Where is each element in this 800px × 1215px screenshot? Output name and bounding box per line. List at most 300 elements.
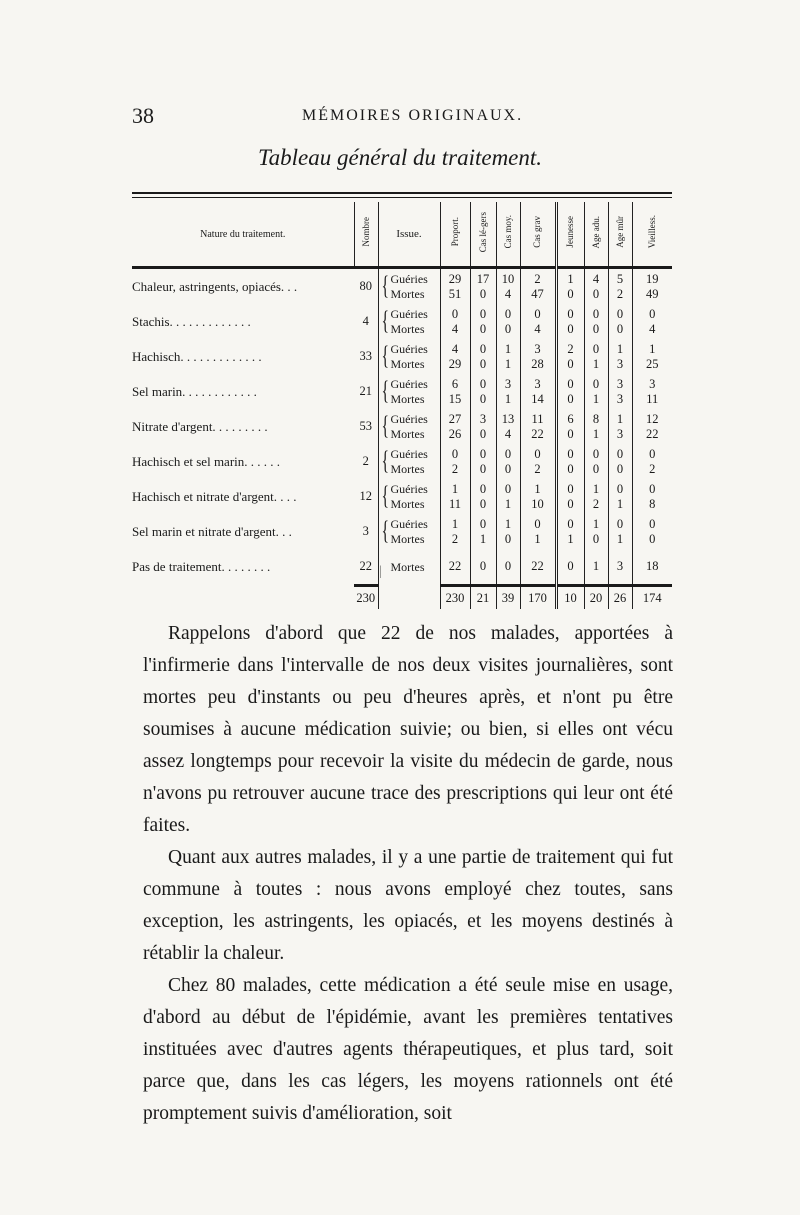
- header-cas-moy: Cas moy.: [502, 215, 513, 249]
- cell-value: 0: [479, 461, 487, 476]
- outcome-label: Guéries: [390, 341, 428, 356]
- cell-value: 1: [534, 481, 541, 496]
- cell-value: 4: [504, 426, 512, 441]
- cell-proport: [440, 374, 470, 409]
- cell-value: 0: [592, 321, 600, 336]
- cell-value: 1: [616, 341, 624, 356]
- cell-value: 0: [567, 391, 574, 406]
- cell-cas-grav: [520, 479, 556, 514]
- cell-cas-legers: [470, 514, 496, 549]
- cell-value: 0: [567, 481, 574, 496]
- treatment-name: Sel marin et nitrate d'argent. . .: [132, 523, 292, 539]
- cell-vieillesse: [632, 374, 672, 409]
- cell-vieillesse: [632, 549, 672, 586]
- cell-value: 17: [476, 271, 490, 286]
- cell-jeunesse: [556, 514, 584, 549]
- cell-vieillesse: [632, 514, 672, 549]
- outcome-label: Guéries: [390, 306, 428, 321]
- cell-value: 0: [567, 286, 574, 301]
- cell-value: 0: [534, 516, 541, 531]
- cell-value: 28: [531, 356, 544, 371]
- cell-cas-grav: [520, 304, 556, 339]
- cell-value: 0: [504, 461, 512, 476]
- cell-value: 1: [451, 481, 459, 496]
- outcome-cell: [378, 444, 440, 479]
- total-age-adu: 20: [584, 586, 608, 610]
- cell-vieillesse: [632, 304, 672, 339]
- cell-jeunesse: [556, 268, 584, 305]
- table-row: [132, 514, 672, 549]
- treatment-name: Hachisch et sel marin. . . . . .: [132, 453, 281, 469]
- cell-value: 0: [479, 496, 487, 511]
- cell-value: 0: [479, 306, 487, 321]
- cell-value: 0: [592, 376, 600, 391]
- patient-count: 33: [359, 349, 372, 363]
- header-age-mur: Age mûr: [614, 216, 625, 248]
- cell-value: 1: [479, 531, 487, 546]
- cell-value: 0: [504, 306, 512, 321]
- outcome-cell: [378, 479, 440, 514]
- cell-value: 0: [592, 341, 600, 356]
- page-header: [132, 103, 672, 133]
- cell-value: 0: [616, 481, 624, 496]
- cell-value: 15: [448, 391, 462, 406]
- cell-age-adu: [584, 514, 608, 549]
- cell-jeunesse: [556, 479, 584, 514]
- totals-row: [132, 586, 672, 610]
- outcome-label: Guéries: [390, 411, 428, 426]
- table-row: [132, 409, 672, 444]
- running-head: MÉMOIRES ORIGINAUX.: [302, 107, 524, 124]
- cell-vieillesse: [632, 409, 672, 444]
- cell-proport: [440, 339, 470, 374]
- outcome-label: Guéries: [390, 481, 428, 496]
- cell-value: 0: [567, 559, 574, 573]
- cell-value: 1: [616, 496, 624, 511]
- table-title: Tableau général du traitement.: [257, 145, 543, 170]
- brace-glyph: {: [380, 341, 389, 370]
- cell-value: 2: [567, 341, 574, 356]
- cell-value: 11: [531, 411, 544, 426]
- outcome-label: Guéries: [390, 516, 428, 531]
- cell-value: 22: [448, 559, 462, 573]
- header-cas-legers: Cas lé-gers: [477, 211, 488, 253]
- cell-age-mur: [608, 374, 632, 409]
- cell-value: 1: [592, 391, 600, 406]
- cell-value: 1: [504, 391, 512, 406]
- cell-age-mur: [608, 549, 632, 586]
- cell-value: 3: [616, 391, 624, 406]
- cell-value: 0: [479, 376, 487, 391]
- cell-cas-grav: [520, 514, 556, 549]
- header-jeunesse: Jeunesse: [565, 216, 575, 248]
- brace-glyph: {: [380, 481, 389, 510]
- cell-value: 0: [616, 516, 624, 531]
- cell-value: 0: [649, 516, 656, 531]
- outcome-label: Mortes: [390, 356, 425, 371]
- table-row: [132, 549, 672, 586]
- cell-value: 22: [531, 559, 544, 573]
- outcome-cell: [378, 549, 440, 586]
- total-age-mur: 26: [608, 586, 632, 610]
- cell-value: 19: [646, 271, 659, 286]
- cell-age-adu: [584, 444, 608, 479]
- paragraph: Chez 80 malades, cette médication a été seule mise en usage, d'abord au début de l'épidémie, avant les premières tentatives instituées avec d'autres agents thérapeutiques, et plus tard, soit parce que, dans les cas légers, les moyens rationnels ont été promptement suivis d'amélioration, soit: [143, 975, 673, 1124]
- treatment-name: Nitrate d'argent. . . . . . . . .: [132, 418, 268, 434]
- cell-age-adu: [584, 479, 608, 514]
- cell-value: 29: [448, 356, 462, 371]
- outcome-label: Mortes: [390, 391, 425, 406]
- brace-glyph: {: [380, 516, 389, 545]
- patient-count: 4: [362, 314, 369, 328]
- cell-value: 0: [649, 306, 656, 321]
- cell-value: 8: [649, 496, 656, 511]
- cell-value: 0: [479, 321, 487, 336]
- cell-value: 3: [479, 411, 487, 426]
- cell-value: 6: [451, 376, 459, 391]
- paragraph: Quant aux autres malades, il y a une partie de traitement qui fut commune à toutes : nous avons employé chez toutes, sans exception, les astringents, les opiacés, et les moyens destinés à rétablir la chaleur.: [143, 847, 673, 964]
- outcome-cell: [378, 304, 440, 339]
- cell-cas-grav: [520, 268, 556, 305]
- cell-value: 18: [646, 559, 659, 573]
- table-row: [132, 479, 672, 514]
- cell-value: 1: [592, 356, 600, 371]
- cell-cas-moy: [496, 549, 520, 586]
- cell-age-mur: [608, 514, 632, 549]
- outcome-label: Mortes: [390, 461, 425, 476]
- cell-cas-legers: [470, 479, 496, 514]
- cell-cas-moy: [496, 514, 520, 549]
- cell-cas-moy: [496, 374, 520, 409]
- cell-value: 1: [616, 411, 624, 426]
- treatment-data-table: [132, 202, 672, 609]
- brace-glyph: {: [380, 411, 389, 440]
- cell-vieillesse: [632, 339, 672, 374]
- cell-proport: [440, 444, 470, 479]
- cell-value: 1: [504, 516, 512, 531]
- outcome-cell: [378, 514, 440, 549]
- cell-value: 1: [592, 426, 600, 441]
- cell-proport: [440, 304, 470, 339]
- cell-jeunesse: [556, 339, 584, 374]
- cell-age-adu: [584, 268, 608, 305]
- cell-value: 1: [504, 341, 512, 356]
- cell-proport: [440, 514, 470, 549]
- bar-glyph: |: [379, 564, 381, 579]
- cell-proport: [440, 479, 470, 514]
- cell-value: 0: [504, 559, 512, 573]
- patient-count: 3: [362, 524, 369, 538]
- cell-value: 1: [592, 516, 600, 531]
- cell-value: 0: [479, 446, 487, 461]
- brace-glyph: {: [380, 271, 389, 300]
- cell-value: 0: [567, 426, 574, 441]
- table-row: [132, 304, 672, 339]
- header-vieillesse: Vieilless.: [646, 215, 657, 249]
- cell-jeunesse: [556, 549, 584, 586]
- cell-value: 11: [646, 391, 659, 406]
- cell-value: 2: [616, 286, 624, 301]
- cell-value: 1: [592, 481, 600, 496]
- total-proport: 230: [440, 586, 470, 610]
- cell-value: 0: [504, 446, 512, 461]
- cell-value: 3: [616, 356, 624, 371]
- cell-value: 0: [451, 446, 459, 461]
- cell-value: 0: [479, 559, 487, 573]
- cell-value: 4: [504, 286, 512, 301]
- cell-value: 0: [649, 531, 656, 546]
- cell-value: 1: [451, 516, 459, 531]
- cell-value: 1: [649, 341, 656, 356]
- cell-value: 11: [448, 496, 462, 511]
- cell-value: 22: [646, 426, 659, 441]
- cell-age-adu: [584, 409, 608, 444]
- treatment-name: Chaleur, astringents, opiacés. . .: [132, 278, 298, 294]
- cell-value: 8: [592, 411, 600, 426]
- page-number: 38: [132, 103, 154, 128]
- outcome-label: Guéries: [390, 446, 428, 461]
- cell-value: 0: [479, 426, 487, 441]
- cell-value: 0: [567, 321, 574, 336]
- cell-value: 2: [592, 496, 600, 511]
- cell-jeunesse: [556, 374, 584, 409]
- cell-value: 5: [616, 271, 624, 286]
- cell-cas-moy: [496, 479, 520, 514]
- cell-jeunesse: [556, 304, 584, 339]
- cell-value: 0: [567, 356, 574, 371]
- cell-cas-moy: [496, 304, 520, 339]
- cell-value: 0: [451, 306, 459, 321]
- outcome-label: Guéries: [390, 376, 428, 391]
- cell-age-adu: [584, 304, 608, 339]
- cell-value: 0: [479, 391, 487, 406]
- cell-value: 0: [567, 306, 574, 321]
- cell-cas-grav: [520, 444, 556, 479]
- cell-age-mur: [608, 304, 632, 339]
- cell-value: 0: [592, 461, 600, 476]
- cell-value: 0: [616, 321, 624, 336]
- cell-value: 2: [451, 461, 459, 476]
- cell-value: 0: [479, 356, 487, 371]
- cell-value: 1: [567, 531, 574, 546]
- cell-value: 4: [649, 321, 656, 336]
- header-nature: Nature du traitement.: [132, 202, 354, 268]
- cell-value: 0: [567, 516, 574, 531]
- outcome-label: Mortes: [390, 286, 425, 301]
- cell-vieillesse: [632, 479, 672, 514]
- cell-value: 0: [567, 496, 574, 511]
- cell-value: 1: [534, 531, 541, 546]
- cell-value: 1: [504, 356, 512, 371]
- cell-value: 2: [534, 271, 541, 286]
- treatment-name: Hachisch et nitrate d'argent. . . .: [132, 488, 297, 504]
- table-row: [132, 268, 672, 305]
- outcome-cell: [378, 409, 440, 444]
- cell-value: 10: [501, 271, 515, 286]
- cell-value: 0: [616, 446, 624, 461]
- cell-value: 0: [592, 446, 600, 461]
- top-rule: [132, 192, 672, 194]
- patient-count: 53: [359, 419, 372, 433]
- cell-value: 0: [567, 376, 574, 391]
- total-nombre: 230: [354, 586, 378, 610]
- cell-value: 4: [592, 271, 600, 286]
- cell-value: 0: [479, 516, 487, 531]
- cell-value: 27: [448, 411, 462, 426]
- cell-value: 0: [649, 481, 656, 496]
- outcome-cell: [378, 339, 440, 374]
- cell-value: 12: [646, 411, 659, 426]
- cell-value: 49: [646, 286, 659, 301]
- cell-value: 3: [534, 376, 541, 391]
- totals-spacer: [378, 586, 440, 610]
- cell-value: 22: [531, 426, 544, 441]
- cell-value: 14: [531, 391, 544, 406]
- cell-value: 0: [567, 461, 574, 476]
- cell-cas-moy: [496, 268, 520, 305]
- patient-count: 2: [362, 454, 369, 468]
- cell-jeunesse: [556, 444, 584, 479]
- header-age-adu: Age adu.: [590, 215, 601, 249]
- treatment-name: Sel marin. . . . . . . . . . . .: [132, 383, 257, 399]
- cell-vieillesse: [632, 444, 672, 479]
- cell-cas-legers: [470, 549, 496, 586]
- cell-proport: [440, 268, 470, 305]
- cell-value: 13: [501, 411, 515, 426]
- body-text: [143, 618, 673, 1130]
- cell-value: 3: [616, 559, 624, 573]
- treatment-name: Stachis. . . . . . . . . . . . .: [132, 313, 251, 329]
- cell-cas-moy: [496, 444, 520, 479]
- cell-value: 4: [534, 321, 541, 336]
- cell-value: 0: [504, 321, 512, 336]
- cell-cas-moy: [496, 339, 520, 374]
- cell-value: 0: [567, 446, 574, 461]
- cell-value: 1: [504, 496, 512, 511]
- brace-glyph: {: [380, 376, 389, 405]
- totals-spacer: [132, 586, 354, 610]
- cell-value: 25: [646, 356, 659, 371]
- cell-value: 4: [451, 321, 459, 336]
- cell-value: 0: [479, 341, 487, 356]
- cell-value: 10: [531, 496, 544, 511]
- cell-cas-grav: [520, 339, 556, 374]
- brace-glyph: {: [380, 446, 389, 475]
- cell-jeunesse: [556, 409, 584, 444]
- cell-cas-grav: [520, 549, 556, 586]
- patient-count: 80: [359, 279, 372, 293]
- outcome-label: Mortes: [390, 321, 425, 336]
- table-row: [132, 444, 672, 479]
- cell-value: 0: [649, 446, 656, 461]
- brace-glyph: {: [380, 306, 389, 335]
- outcome-label: Mortes: [390, 496, 425, 511]
- cell-value: 0: [504, 531, 512, 546]
- cell-age-mur: [608, 409, 632, 444]
- cell-value: 2: [451, 531, 459, 546]
- cell-cas-moy: [496, 409, 520, 444]
- cell-value: 0: [616, 306, 624, 321]
- cell-value: 0: [479, 481, 487, 496]
- header-cas-grav: Cas grav: [532, 216, 542, 248]
- total-cas-grav: 170: [520, 586, 556, 610]
- cell-value: 0: [534, 446, 541, 461]
- treatment-name: Hachisch. . . . . . . . . . . . .: [132, 348, 262, 364]
- cell-age-adu: [584, 374, 608, 409]
- patient-count: 21: [359, 384, 372, 398]
- cell-value: 0: [504, 481, 512, 496]
- total-jeunesse: 10: [556, 586, 584, 610]
- patient-count: 22: [359, 559, 372, 573]
- cell-proport: [440, 549, 470, 586]
- cell-vieillesse: [632, 268, 672, 305]
- cell-age-mur: [608, 444, 632, 479]
- outcome-label: Mortes: [390, 531, 425, 546]
- header-nombre: Nombre: [360, 217, 371, 247]
- cell-cas-legers: [470, 444, 496, 479]
- cell-value: 0: [592, 306, 600, 321]
- header-issue: Issue.: [378, 202, 440, 268]
- cell-value: 3: [504, 376, 512, 391]
- cell-value: 3: [649, 376, 656, 391]
- cell-value: 3: [534, 341, 541, 356]
- patient-count: 12: [359, 489, 372, 503]
- cell-value: 0: [616, 461, 624, 476]
- cell-cas-grav: [520, 409, 556, 444]
- cell-cas-legers: [470, 374, 496, 409]
- cell-value: 29: [448, 271, 462, 286]
- cell-age-mur: [608, 339, 632, 374]
- cell-value: 47: [531, 286, 544, 301]
- cell-value: 0: [592, 531, 600, 546]
- cell-cas-legers: [470, 304, 496, 339]
- cell-value: 0: [479, 286, 487, 301]
- cell-age-adu: [584, 549, 608, 586]
- cell-value: 3: [616, 376, 624, 391]
- cell-age-adu: [584, 339, 608, 374]
- table-row: [132, 374, 672, 409]
- header-proport: Proport.: [449, 217, 460, 247]
- cell-value: 4: [451, 341, 459, 356]
- paragraph: Rappelons d'abord que 22 de nos malades, apportées à l'infirmerie dans l'intervalle de nos deux visites journalières, sont mortes peu d'instants ou peu d'heures après, et n'ont pu être soumises à aucune médication suivie; ou bien, si elles ont vécu assez longtemps pour recevoir la visite du médecin de garde, nous n'avons pu retrouver aucune trace des prescriptions qui leur ont été faites.: [143, 623, 673, 836]
- cell-cas-legers: [470, 339, 496, 374]
- total-cas-moy: 39: [496, 586, 520, 610]
- cell-value: 26: [448, 426, 462, 441]
- cell-value: 1: [616, 531, 624, 546]
- cell-value: 3: [616, 426, 624, 441]
- cell-cas-grav: [520, 374, 556, 409]
- cell-proport: [440, 409, 470, 444]
- cell-value: 2: [649, 461, 656, 476]
- treatment-name: Pas de traitement. . . . . . . .: [132, 559, 271, 575]
- outcome-label: Guéries: [390, 271, 428, 286]
- cell-value: 0: [534, 306, 541, 321]
- cell-value: 1: [567, 271, 574, 286]
- cell-age-mur: [608, 479, 632, 514]
- table-row: [132, 339, 672, 374]
- outcome-cell: [378, 374, 440, 409]
- cell-age-mur: [608, 268, 632, 305]
- cell-value: 51: [448, 286, 462, 301]
- cell-value: 2: [534, 461, 541, 476]
- outcome-label: Mortes: [390, 426, 425, 441]
- top-rule-thin: [132, 197, 672, 198]
- total-vieillesse: 174: [632, 586, 672, 610]
- outcome-cell: [378, 268, 440, 305]
- cell-value: 6: [567, 411, 574, 426]
- total-cas-legers: 21: [470, 586, 496, 610]
- cell-value: 0: [592, 286, 600, 301]
